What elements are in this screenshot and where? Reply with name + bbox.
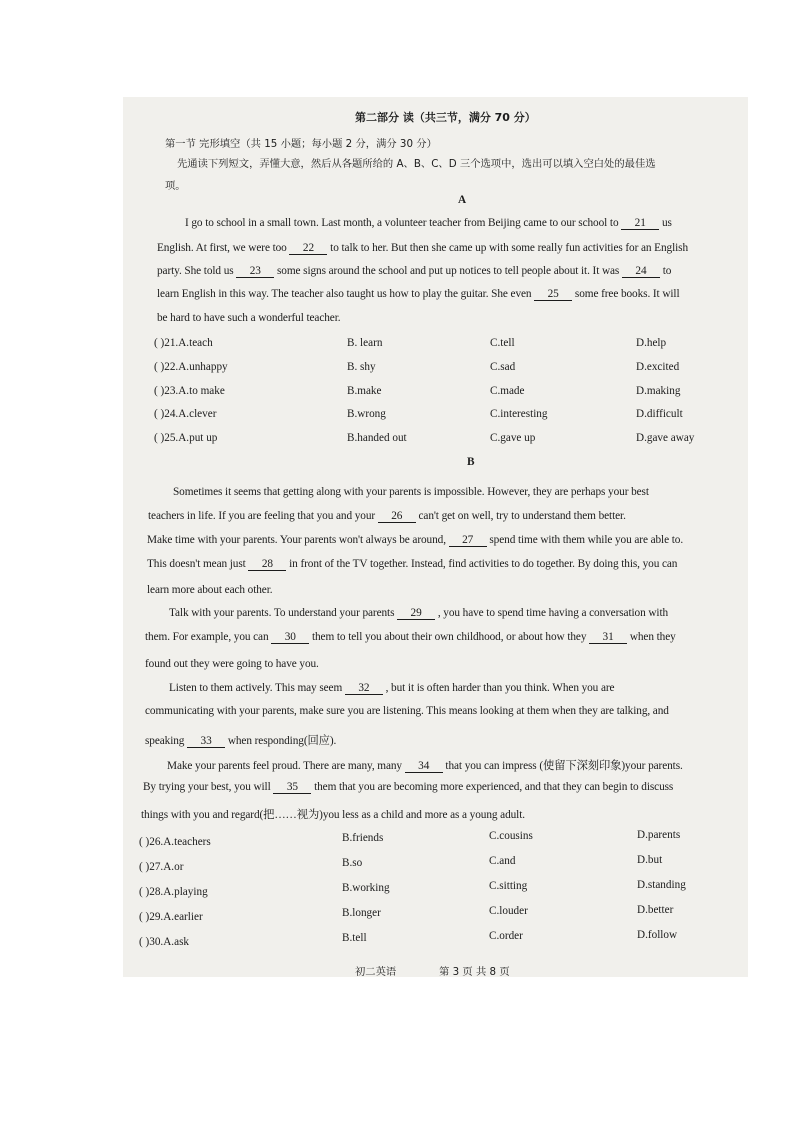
passage-text: them to tell you about their own childhood, or about how they [309, 631, 590, 643]
option-c: C.cousins [489, 830, 533, 842]
option-b: B.longer [342, 907, 381, 919]
part-title: 第二部分 读（共三节，满分 70 分） [355, 111, 536, 124]
question-number: ( )25.A.put up [154, 432, 218, 444]
passage-b-line [147, 534, 683, 547]
passage-b-line [141, 806, 525, 822]
option-d: D.parents [637, 829, 681, 841]
question-number: ( )29.A.earlier [139, 911, 203, 923]
passage-text: , you have to spend time having a conversation with [435, 607, 669, 619]
blank-30: 30 [271, 631, 309, 644]
passage-b-line [169, 607, 668, 620]
passage-text: This doesn't mean just [147, 558, 249, 570]
option-d: D.making [636, 385, 681, 397]
option-d: D.follow [637, 929, 678, 941]
passage-b-line [145, 631, 676, 644]
blank-32: 32 [345, 682, 383, 695]
option-b: B.handed out [347, 432, 407, 444]
option-c: C.gave up [490, 432, 536, 444]
option-b: B.tell [342, 932, 367, 944]
passage-text: when responding(回应). [225, 735, 337, 747]
passage-a-line [157, 265, 671, 278]
question-number: ( )26.A.teachers [139, 836, 211, 848]
blank-23: 23 [236, 265, 274, 278]
passage-a-line [185, 217, 672, 230]
question-number: ( )22.A.unhappy [154, 361, 228, 373]
blank-22: 22 [289, 242, 327, 255]
passage-text: to talk to her. But then she came up with some really fun activities for an English [327, 242, 689, 254]
passage-text: things with you and regard(把……视为)you less as a child and more as a young adult. [141, 809, 525, 821]
option-c: C.order [489, 930, 523, 942]
option-b: B. shy [347, 361, 376, 373]
passage-b-line [143, 781, 673, 794]
passage-text: them that you are becoming more experienced, and that they can begin to discuss [311, 781, 674, 793]
passage-b-line [147, 584, 273, 596]
passage-b-line [169, 682, 614, 695]
blank-26: 26 [378, 510, 416, 523]
blank-34: 34 [405, 760, 443, 773]
instructions-line: 先通读下列短文，弄懂大意，然后从各题所给的 A、B、C、D 三个选项中，选出可以填入空白处的最佳选 [177, 158, 656, 170]
exam-page [123, 97, 748, 977]
passage-text: some signs around the school and put up notices to tell people about it. It was [274, 265, 622, 277]
passage-text: can't get on well, try to understand them better. [415, 510, 626, 522]
passage-text: some free books. It will [572, 288, 680, 300]
option-b: B.working [342, 882, 390, 894]
passage-text: English. At first, we were too [157, 242, 290, 254]
passage-text: learn more about each other. [147, 584, 273, 596]
option-b: B. learn [347, 337, 383, 349]
passage-text: communicating with your parents, make sure you are listening. This means looking at them when they are talking, and [145, 705, 669, 717]
option-d: D.excited [636, 361, 680, 373]
passage-text: Talk with your parents. To understand your parents [169, 607, 398, 619]
section-heading: 第一节 完形填空（共 15 小题；每小题 2 分，满分 30 分） [165, 138, 437, 150]
passage-b-line [145, 658, 319, 670]
passage-text: be hard to have such a wonderful teacher. [157, 312, 341, 324]
blank-27: 27 [449, 534, 487, 547]
passage-text: in front of the TV together. Instead, find activities to do together. By doing this, you can [286, 558, 678, 570]
passage-text: Sometimes it seems that getting along with your parents is impossible. However, they are perhaps your best [173, 486, 649, 498]
option-c: C.and [489, 855, 516, 867]
passage-b-line [145, 705, 669, 717]
footer-subject: 初二英语 [355, 966, 397, 977]
option-b: B.make [347, 385, 382, 397]
passage-text: I go to school in a small town. Last month, a volunteer teacher from Beijing came to our school to [185, 217, 622, 229]
question-number: ( )23.A.to make [154, 385, 225, 397]
question-number: ( )30.A.ask [139, 936, 190, 948]
option-d: D.gave away [636, 432, 695, 444]
passage-text: speaking [145, 735, 188, 747]
blank-25: 25 [534, 288, 572, 301]
option-d: D.difficult [636, 408, 683, 420]
passage-b-line [173, 486, 649, 498]
blank-33: 33 [187, 735, 225, 748]
option-c: C.sitting [489, 880, 528, 892]
passage-text: party. She told us [157, 265, 237, 277]
question-number: ( )28.A.playing [139, 886, 208, 898]
passage-text: when they [627, 631, 676, 643]
blank-24: 24 [622, 265, 660, 278]
option-d: D.but [637, 854, 663, 866]
option-b: B.wrong [347, 408, 386, 420]
passage-text: that you can impress (使留下深刻印象)your parents. [442, 760, 683, 772]
option-b: B.so [342, 857, 363, 869]
passage-text: us [659, 217, 672, 229]
option-d: D.help [636, 337, 667, 349]
passage-text: Make your parents feel proud. There are many, many [167, 760, 405, 772]
passage-b-line [148, 510, 626, 523]
blank-35: 35 [273, 781, 311, 794]
passage-text: spend time with them while you are able to. [486, 534, 684, 546]
passage-b-line [147, 558, 677, 571]
passage-text: found out they were going to have you. [145, 658, 319, 670]
passage-text: Listen to them actively. This may seem [169, 682, 345, 694]
footer-page: 第 3 页 共 8 页 [439, 966, 510, 977]
blank-21: 21 [621, 217, 659, 230]
passage-text: By trying your best, you will [143, 781, 274, 793]
option-c: C.louder [489, 905, 528, 917]
passage-a-line [157, 242, 688, 255]
passage-text: , but it is often harder than you think. When you are [382, 682, 615, 694]
blank-28: 28 [248, 558, 286, 571]
question-number: ( )27.A.or [139, 861, 184, 873]
passage-text: Make time with your parents. Your parents won't always be around, [147, 534, 449, 546]
passage-b-line [167, 757, 683, 773]
passage-a-line [157, 288, 680, 301]
blank-31: 31 [589, 631, 627, 644]
passage-a-label: A [458, 194, 467, 206]
blank-29: 29 [397, 607, 435, 620]
option-c: C.tell [490, 337, 515, 349]
option-c: C.interesting [490, 408, 548, 420]
passage-text: to [659, 265, 672, 277]
passage-text: teachers in life. If you are feeling that you and your [148, 510, 378, 522]
passage-text: them. For example, you can [145, 631, 272, 643]
passage-b-line [145, 732, 336, 748]
passage-text: learn English in this way. The teacher also taught us how to play the guitar. She even [157, 288, 535, 300]
passage-a-line [157, 312, 340, 324]
question-number: ( )24.A.clever [154, 408, 217, 420]
question-number: ( )21.A.teach [154, 337, 213, 349]
passage-b-label: B [467, 456, 475, 468]
instructions-line: 项。 [165, 180, 186, 192]
option-d: D.better [637, 904, 674, 916]
option-c: C.sad [490, 361, 516, 373]
option-b: B.friends [342, 832, 384, 844]
option-d: D.standing [637, 879, 686, 891]
option-c: C.made [490, 385, 525, 397]
